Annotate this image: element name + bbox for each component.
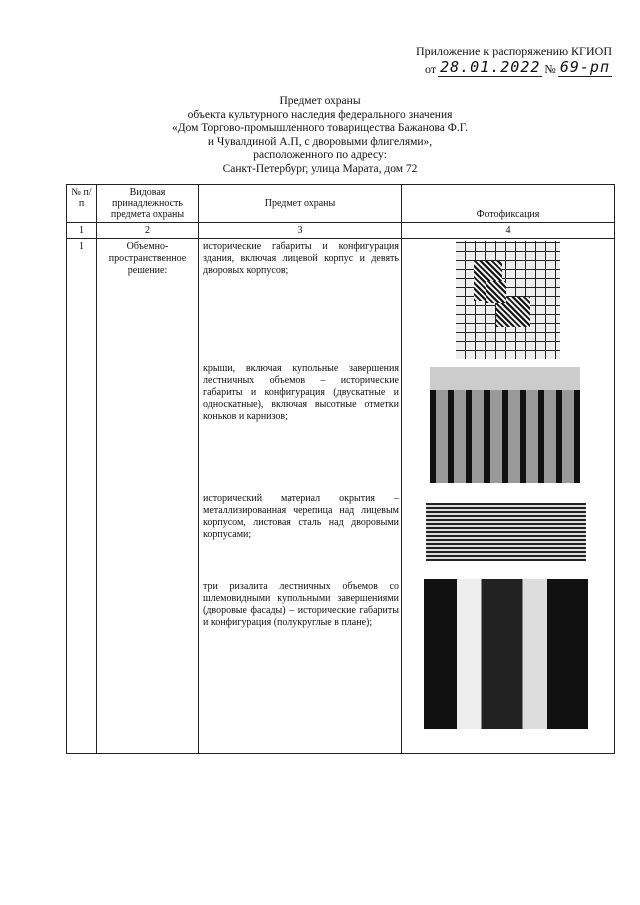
order-number: 69-рп <box>559 58 610 76</box>
table-row <box>67 239 615 754</box>
row-number: 1 <box>67 239 97 754</box>
site-plan-image <box>456 241 560 359</box>
document-title <box>80 95 560 176</box>
subject-item: три ризалита лестничных объемов со шлемовидными купольными завершениями (дворовые фасады) – исторические габариты и конфигурация (полукруглые в плане); <box>203 581 399 628</box>
subject-item: крыши, включая купольные завершения лестничных объемов – исторические габариты и конфигурация (двускатные и односкатные), включая высотные отметки коньков и карнизов; <box>203 363 399 422</box>
title-line: Предмет охраны <box>279 95 361 107</box>
column-number-row <box>67 223 615 239</box>
from-label: от <box>424 62 437 76</box>
column-number: 1 <box>67 223 97 239</box>
table-header-row <box>67 185 615 223</box>
roof-material-photo <box>426 503 586 561</box>
title-line: Санкт-Петербург, улица Марата, дом 72 <box>222 162 418 175</box>
title-line: «Дом Торгово-промышленного товарищества Бажанова Ф.Г. <box>172 122 468 134</box>
annex-label: Приложение к распоряжению КГИОП <box>415 44 612 58</box>
column-number: 3 <box>199 223 402 239</box>
photo-cell <box>402 239 615 754</box>
header-type: Видовая принадлежность предмета охраны <box>97 185 199 223</box>
title-line: расположенного по адресу: <box>253 149 387 161</box>
title-line: и Чувалдиной А.П, с дворовыми флигелями», <box>207 135 433 148</box>
column-number: 4 <box>402 223 615 239</box>
order-date-line <box>425 58 612 77</box>
order-date: 28.01.2022 <box>440 58 541 76</box>
title-line: объекта культурного наследия федерального значения <box>187 108 453 121</box>
row-type: Объемно-пространственное решение: <box>97 239 199 754</box>
subject-item: исторические габариты и конфигурация здания, включая лицевой корпус и девять дворовых корпусов; <box>203 241 399 276</box>
protection-subject-table <box>66 184 615 754</box>
header-photo: Фотофиксация <box>402 185 615 223</box>
header-subject: Предмет охраны <box>199 185 402 223</box>
facade-photo <box>430 367 580 483</box>
header-number: № п/п <box>67 185 97 223</box>
subject-cell <box>199 239 402 754</box>
courtyard-risalit-photo <box>424 579 588 729</box>
number-label: № <box>544 62 556 76</box>
column-number: 2 <box>97 223 199 239</box>
subject-item: исторический материал окрытия – металлизированная черепица над лицевым корпусом, листовая сталь над дворовыми корпусами; <box>203 493 399 540</box>
